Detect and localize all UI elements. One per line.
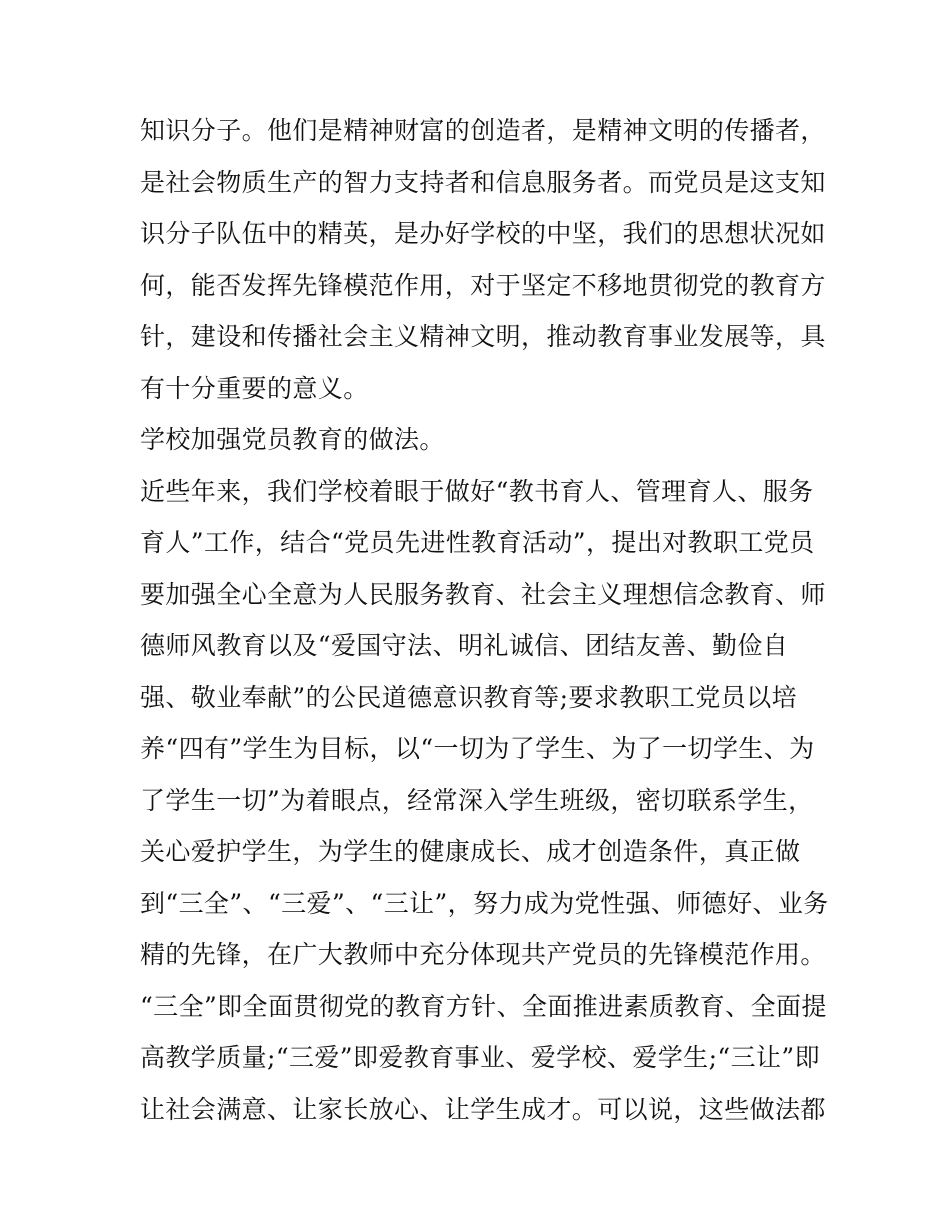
text-line: 让社会满意、让家长放心、让学生成才。可以说，这些做法都: [140, 1094, 826, 1124]
text-line: 知识分子。他们是精神财富的创造者，是精神文明的传播者，: [140, 116, 826, 145]
text-line: 了学生一切”为着眼点，经常深入学生班级，密切联系学生，: [140, 785, 814, 815]
text-line: 强、敬业奉献”的公民道德意识教育等;要求教职工党员以培: [140, 682, 798, 712]
text-line: 关心爱护学生，为学生的健康成长、成才创造条件，真正做: [140, 837, 801, 866]
text-line: 有十分重要的意义。: [140, 373, 369, 403]
text-line: 针，建设和传播社会主义精神文明，推动教育事业发展等，具: [140, 322, 826, 351]
text-line: 养“四有”学生为目标，以“一切为了学生、为了一切学生、为: [140, 734, 815, 763]
text-line: “三全”即全面贯彻党的教育方针、全面推进素质教育、全面提: [140, 991, 827, 1021]
section-heading: 学校加强党员教育的做法。: [140, 425, 445, 454]
text-line: 近些年来，我们学校着眼于做好“教书育人、管理育人、服务: [140, 476, 814, 506]
text-line: 到“三全”、“三爱”、“三让”，努力成为党性强、师德好、业务: [140, 888, 829, 918]
text-line: 德师风教育以及“爱国守法、明礼诚信、团结友善、勤俭自: [140, 631, 789, 660]
text-line: 精的先锋，在广大教师中充分体现共产党员的先锋模范作用。: [140, 940, 826, 969]
body-text: [140, 105, 830, 1135]
text-line: 育人”工作，结合“党员先进性教育活动”，提出对教职工党员: [140, 528, 815, 557]
text-line: 高教学质量;“三爱”即爱教育事业、爱学校、爱学生;“三让”即: [140, 1043, 820, 1072]
text-line: 识分子队伍中的精英，是办好学校的中坚，我们的思想状况如: [140, 219, 826, 248]
text-line: 何，能否发挥先锋模范作用，对于坚定不移地贯彻党的教育方: [140, 270, 826, 300]
text-line: 是社会物质生产的智力支持者和信息服务者。而党员是这支知: [140, 167, 826, 197]
text-line: 要加强全心全意为人民服务教育、社会主义理想信念教育、师: [140, 579, 826, 609]
